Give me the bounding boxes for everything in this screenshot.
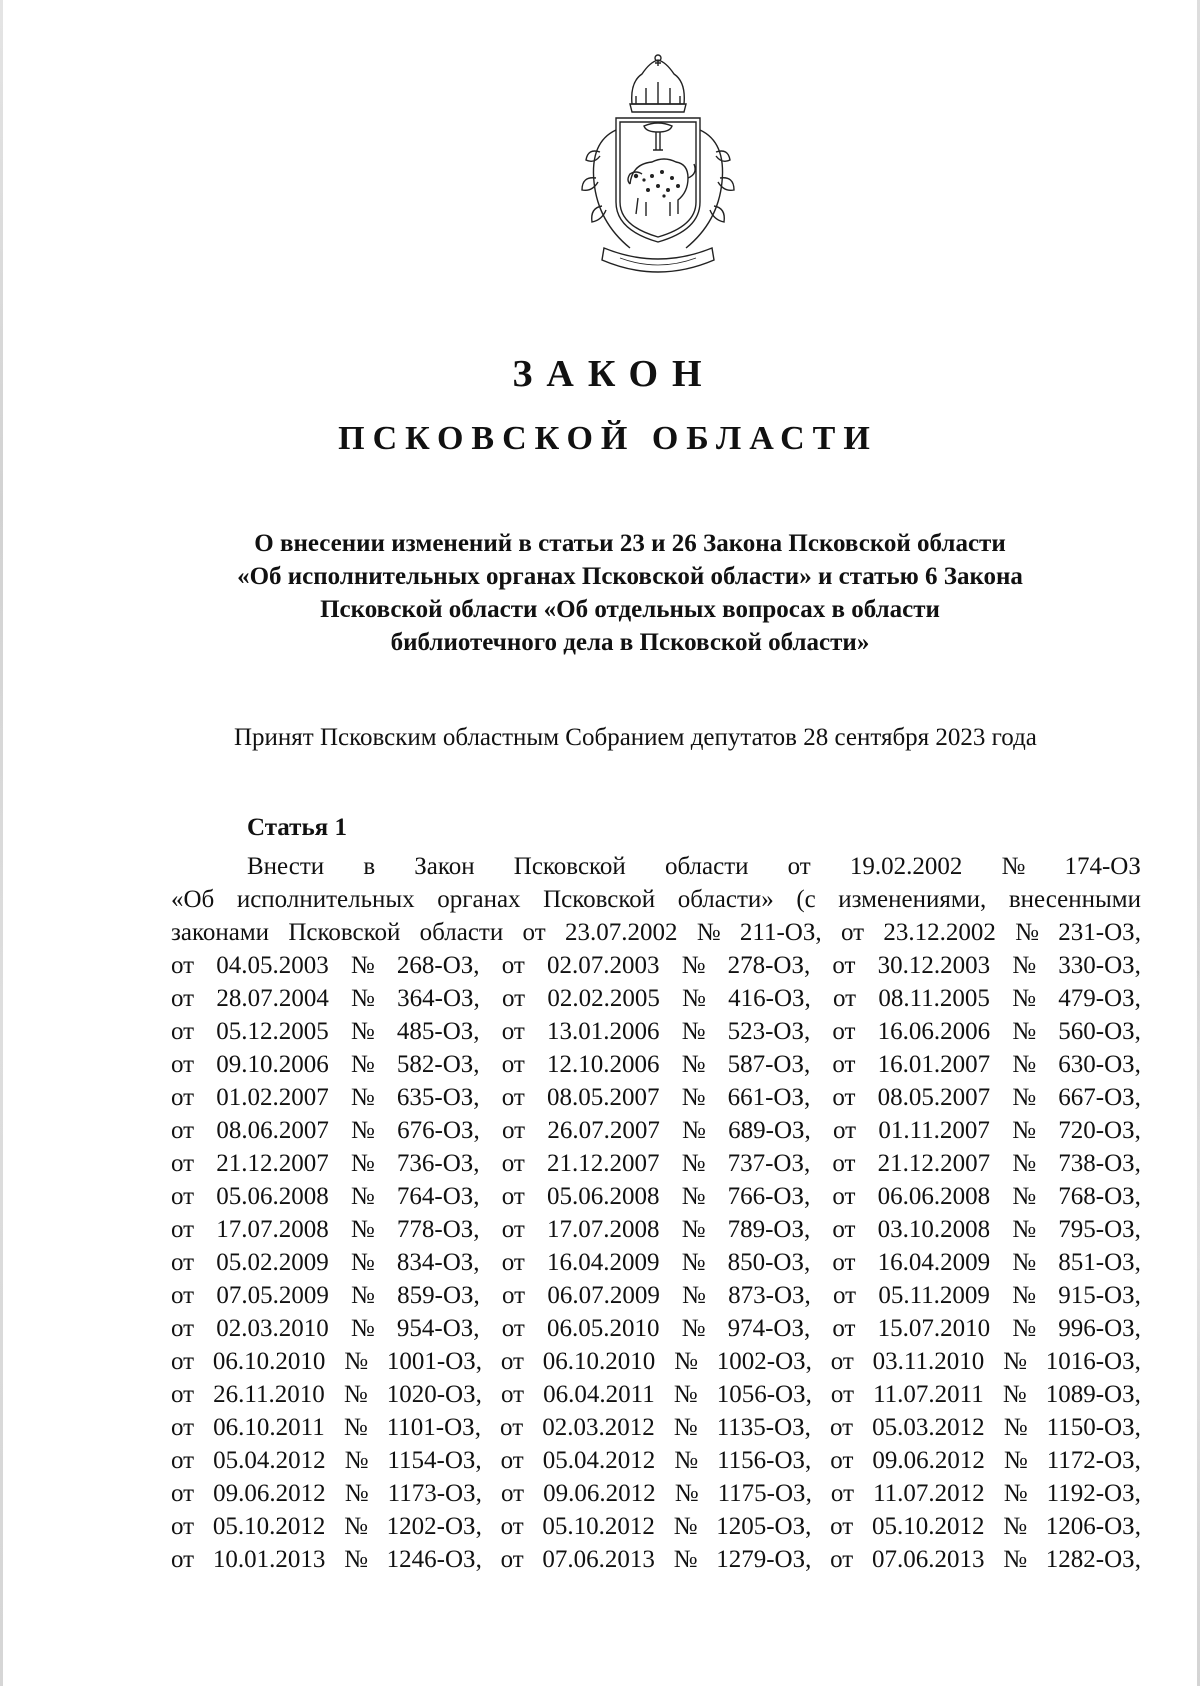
body-word: 834-ОЗ, — [396, 1249, 480, 1276]
body-word: № — [681, 1051, 706, 1078]
body-word: 21.12.2007 — [216, 1150, 329, 1177]
body-word: 01.11.2007 — [878, 1117, 990, 1144]
body-word: Псковской — [513, 853, 626, 880]
body-word: 1150-ОЗ, — [1046, 1414, 1141, 1441]
body-word: 479-ОЗ, — [1058, 985, 1141, 1012]
body-word: № — [343, 1414, 368, 1441]
article-body-line — [171, 1510, 1141, 1543]
body-word: исполнительных — [236, 886, 415, 913]
body-word: № — [1003, 1447, 1028, 1474]
body-word: 08.05.2007 — [546, 1084, 660, 1111]
body-word: 1175-ОЗ, — [717, 1480, 812, 1507]
body-word: от — [829, 1414, 854, 1441]
body-word: № — [350, 1183, 375, 1210]
body-word: 08.05.2007 — [877, 1084, 991, 1111]
body-word: № — [344, 1546, 368, 1573]
body-word: № — [1012, 1150, 1037, 1177]
body-word: от — [171, 1249, 195, 1276]
body-word: № — [1012, 1084, 1037, 1111]
body-word: от — [501, 1216, 525, 1243]
body-word: 523-ОЗ, — [727, 1018, 811, 1045]
body-word: 16.04.2009 — [546, 1249, 660, 1276]
body-word: 02.03.2012 — [542, 1414, 655, 1441]
body-word: 06.10.2010 — [212, 1348, 326, 1375]
body-word: Внести — [247, 853, 325, 880]
body-word: 16.04.2009 — [877, 1249, 991, 1276]
body-word: от — [830, 1480, 855, 1507]
body-word: 174-ОЗ — [1064, 853, 1141, 880]
body-word: 720-ОЗ, — [1058, 1117, 1141, 1144]
body-word: 21.12.2007 — [546, 1150, 660, 1177]
body-word: от — [501, 952, 525, 979]
body-word: 630-ОЗ, — [1058, 1051, 1141, 1078]
body-word: № — [350, 1051, 375, 1078]
body-word: 05.06.2008 — [546, 1183, 660, 1210]
body-word: 17.07.2008 — [216, 1216, 329, 1243]
body-word: Псковской — [543, 886, 656, 913]
body-word: № — [681, 1183, 706, 1210]
body-word: от — [500, 1414, 524, 1441]
body-word: от — [171, 1051, 195, 1078]
body-word: 661-ОЗ, — [727, 1084, 811, 1111]
body-word: № — [1003, 1348, 1027, 1375]
body-word: Псковской — [288, 919, 401, 946]
body-word: от — [171, 1315, 195, 1342]
body-word: № — [1015, 919, 1039, 946]
body-word: 06.10.2010 — [542, 1348, 656, 1375]
body-word: № — [344, 1348, 369, 1375]
body-word: 1156-ОЗ, — [717, 1447, 812, 1474]
body-word: № — [1012, 1051, 1037, 1078]
article-body-line — [171, 1312, 1141, 1345]
body-word: от — [830, 1447, 854, 1474]
law-subject — [200, 527, 1060, 659]
article-body-line — [171, 1147, 1141, 1180]
body-word: 582-ОЗ, — [396, 1051, 480, 1078]
body-word: № — [1012, 1117, 1036, 1144]
body-word: 1192-ОЗ, — [1046, 1480, 1141, 1507]
body-word: от — [830, 1513, 854, 1540]
body-word: № — [682, 985, 706, 1012]
body-word: 1020-ОЗ, — [386, 1381, 482, 1408]
body-word: 09.06.2012 — [872, 1447, 985, 1474]
body-word: 1089-ОЗ, — [1045, 1381, 1141, 1408]
body-word: от — [832, 1183, 856, 1210]
body-word: от — [501, 1150, 525, 1177]
subject-line: «Об исполнительных органах Псковской области» и статью 6 Закона — [237, 563, 1023, 590]
body-word: от — [501, 1018, 525, 1045]
body-word: 231-ОЗ, — [1058, 919, 1141, 946]
body-word: 05.06.2008 — [216, 1183, 329, 1210]
body-word: № — [681, 1084, 706, 1111]
body-word: от — [502, 1117, 526, 1144]
body-word: 1101-ОЗ, — [386, 1414, 481, 1441]
article-body-line — [171, 916, 1141, 949]
body-word: 02.07.2003 — [546, 952, 660, 979]
body-word: № — [681, 1249, 706, 1276]
body-word: № — [1012, 952, 1037, 979]
body-word: № — [1003, 1513, 1028, 1540]
body-word: от — [832, 1018, 856, 1045]
body-word: 02.02.2005 — [547, 985, 660, 1012]
body-word: от — [832, 1051, 856, 1078]
article-body-line — [171, 1048, 1141, 1081]
body-word: 05.11.2009 — [878, 1282, 990, 1309]
body-word: № — [1002, 1381, 1027, 1408]
body-word: № — [1012, 1216, 1037, 1243]
body-word: от — [501, 1249, 525, 1276]
body-word: 778-ОЗ, — [396, 1216, 480, 1243]
article-body-line — [171, 1213, 1141, 1246]
body-word: 587-ОЗ, — [727, 1051, 811, 1078]
body-word: от — [171, 1480, 195, 1507]
body-word: от — [171, 1018, 195, 1045]
body-word: от — [500, 1447, 524, 1474]
body-word: 736-ОЗ, — [396, 1150, 480, 1177]
body-word: № — [681, 1150, 706, 1177]
article-body-line — [171, 949, 1141, 982]
body-word: 05.10.2012 — [212, 1513, 326, 1540]
body-word: № — [674, 1447, 699, 1474]
body-word: 16.06.2006 — [877, 1018, 991, 1045]
body-word: от — [171, 1183, 195, 1210]
body-word: от — [171, 952, 195, 979]
body-word: № — [674, 1480, 699, 1507]
article-body-line — [171, 1345, 1141, 1378]
body-word: 416-ОЗ, — [728, 985, 811, 1012]
body-word: 08.11.2005 — [878, 985, 990, 1012]
body-word: от — [171, 1084, 195, 1111]
body-word: 02.03.2010 — [216, 1315, 329, 1342]
body-word: «Об — [171, 886, 215, 913]
body-word: 560-ОЗ, — [1058, 1018, 1141, 1045]
body-word: № — [673, 1513, 698, 1540]
body-word: 873-ОЗ, — [728, 1282, 811, 1309]
article-body-line — [171, 1180, 1141, 1213]
body-word: 11.07.2011 — [873, 1381, 984, 1408]
body-word: от — [833, 985, 857, 1012]
body-word: № — [1003, 1480, 1028, 1507]
body-word: 764-ОЗ, — [396, 1183, 480, 1210]
body-word: № — [350, 1315, 375, 1342]
body-word: № — [1001, 853, 1026, 880]
body-word: 738-ОЗ, — [1058, 1150, 1141, 1177]
body-word: 330-ОЗ, — [1058, 952, 1141, 979]
body-word: № — [681, 1018, 706, 1045]
body-word: от — [522, 919, 546, 946]
body-word: № — [350, 1249, 375, 1276]
body-word: 13.01.2006 — [546, 1018, 660, 1045]
body-word: от — [832, 1216, 856, 1243]
body-word: от — [500, 1546, 524, 1573]
body-word: от — [171, 1513, 195, 1540]
body-word: 23.07.2002 — [564, 919, 678, 946]
body-word: 789-ОЗ, — [727, 1216, 811, 1243]
body-word: № — [344, 1513, 368, 1540]
body-word: № — [350, 1084, 375, 1111]
body-word: 485-ОЗ, — [396, 1018, 480, 1045]
subject-line: библиотечного дела в Псковской области» — [390, 629, 870, 656]
body-word: № — [1012, 1183, 1037, 1210]
article-body-line — [171, 1279, 1141, 1312]
body-word: 06.04.2011 — [543, 1381, 655, 1408]
body-word: от — [500, 1381, 525, 1408]
body-word: 05.10.2012 — [871, 1513, 985, 1540]
body-word: № — [673, 1414, 698, 1441]
body-word: от — [787, 853, 811, 880]
article-body-line — [171, 1543, 1141, 1576]
body-word: 26.11.2010 — [213, 1381, 325, 1408]
body-word: № — [681, 1315, 706, 1342]
body-word: № — [343, 1381, 368, 1408]
body-word: 05.12.2005 — [216, 1018, 329, 1045]
region-heading: ПСКОВСКОЙ ОБЛАСТИ — [338, 420, 878, 457]
body-word: № — [350, 1018, 375, 1045]
body-word: от — [501, 1183, 525, 1210]
body-word: 1202-ОЗ, — [386, 1513, 482, 1540]
article-body — [171, 850, 1141, 1576]
body-word: 1206-ОЗ, — [1045, 1513, 1141, 1540]
body-word: 04.05.2003 — [216, 952, 329, 979]
body-word: от — [171, 1381, 195, 1408]
body-word: от — [502, 985, 526, 1012]
body-word: 07.06.2013 — [542, 1546, 655, 1573]
body-word: № — [681, 1216, 706, 1243]
article-body-line — [171, 1444, 1141, 1477]
coat-of-arms-emblem — [560, 52, 756, 292]
body-word: 1246-ОЗ, — [386, 1546, 482, 1573]
body-word: органах — [437, 886, 521, 913]
body-word: 28.07.2004 — [216, 985, 329, 1012]
body-word: 05.10.2012 — [542, 1513, 655, 1540]
body-word: 07.05.2009 — [216, 1282, 329, 1309]
body-word: 06.10.2011 — [213, 1414, 325, 1441]
body-word: 09.10.2006 — [216, 1051, 329, 1078]
article-body-line — [171, 1114, 1141, 1147]
body-word: от — [171, 1414, 195, 1441]
body-word: от — [840, 919, 865, 946]
body-word: от — [501, 1051, 525, 1078]
body-word: от — [500, 1513, 524, 1540]
body-word: № — [1012, 1282, 1036, 1309]
body-word: 16.01.2007 — [877, 1051, 991, 1078]
adoption-statement: Принят Псковским областным Собранием депутатов 28 сентября 2023 года — [234, 724, 1037, 751]
body-word: № — [1012, 1315, 1037, 1342]
body-word: № — [1003, 1414, 1028, 1441]
article-body-line — [171, 1378, 1141, 1411]
body-word: 974-ОЗ, — [727, 1315, 811, 1342]
body-word: 689-ОЗ, — [728, 1117, 811, 1144]
body-word: области — [664, 853, 749, 880]
body-word: 768-ОЗ, — [1058, 1183, 1141, 1210]
body-word: от — [830, 1381, 855, 1408]
body-word: 05.04.2012 — [213, 1447, 326, 1474]
body-word: 05.02.2009 — [216, 1249, 329, 1276]
body-word: внесенными — [1008, 886, 1141, 913]
body-word: от — [830, 1348, 854, 1375]
body-word: 09.06.2012 — [543, 1480, 656, 1507]
body-word: 26.07.2007 — [547, 1117, 660, 1144]
body-word: 1154-ОЗ, — [387, 1447, 482, 1474]
body-word: 954-ОЗ, — [396, 1315, 480, 1342]
body-word: № — [351, 1282, 375, 1309]
body-word: № — [1003, 1546, 1028, 1573]
body-word: 05.03.2012 — [872, 1414, 985, 1441]
body-word: от — [830, 1546, 854, 1573]
article-body-line — [171, 850, 1141, 883]
body-word: 635-ОЗ, — [396, 1084, 480, 1111]
body-word: 211-ОЗ, — [739, 919, 822, 946]
body-word: № — [351, 1117, 375, 1144]
body-word: 03.11.2010 — [872, 1348, 985, 1375]
body-word: № — [1012, 1249, 1037, 1276]
body-word: 1205-ОЗ, — [716, 1513, 812, 1540]
body-word: от — [171, 1282, 195, 1309]
body-word: 06.05.2010 — [546, 1315, 660, 1342]
body-word: 1173-ОЗ, — [387, 1480, 482, 1507]
body-word: 915-ОЗ, — [1058, 1282, 1141, 1309]
body-word: № — [344, 1480, 369, 1507]
article-body-line — [171, 1015, 1141, 1048]
body-word: 15.07.2010 — [877, 1315, 991, 1342]
body-word: 06.06.2008 — [877, 1183, 991, 1210]
body-word: № — [1012, 985, 1036, 1012]
body-word: законами — [171, 919, 270, 946]
body-word: 05.04.2012 — [542, 1447, 656, 1474]
body-word: 06.07.2009 — [547, 1282, 660, 1309]
body-word: 996-ОЗ, — [1058, 1315, 1141, 1342]
body-word: 667-ОЗ, — [1058, 1084, 1141, 1111]
body-word: от — [832, 1249, 856, 1276]
body-word: 08.06.2007 — [216, 1117, 329, 1144]
article-body-line — [171, 982, 1141, 1015]
body-word: от — [171, 1546, 195, 1573]
body-word: 1282-ОЗ, — [1045, 1546, 1141, 1573]
subject-line: О внесении изменений в статьи 23 и 26 Закона Псковской области — [254, 530, 1006, 557]
body-word: от — [501, 1084, 525, 1111]
body-word: области» — [677, 886, 774, 913]
body-word: № — [682, 1117, 706, 1144]
body-word: от — [833, 1117, 857, 1144]
body-word: 268-ОЗ, — [396, 952, 480, 979]
body-word: 30.12.2003 — [877, 952, 991, 979]
article-title: Статья 1 — [247, 814, 347, 841]
body-word: 850-ОЗ, — [727, 1249, 811, 1276]
body-word: 851-ОЗ, — [1058, 1249, 1141, 1276]
body-word: области — [419, 919, 504, 946]
body-word: 11.07.2012 — [873, 1480, 985, 1507]
body-word: от — [171, 1348, 195, 1375]
body-word: от — [171, 1150, 195, 1177]
body-word: 03.10.2008 — [877, 1216, 991, 1243]
body-word: Закон — [414, 853, 475, 880]
body-word: № — [350, 1216, 375, 1243]
body-word: от — [500, 1480, 525, 1507]
subject-line: Псковской области «Об отдельных вопросах в области — [320, 596, 940, 623]
body-word: от — [833, 1282, 857, 1309]
body-word: 766-ОЗ, — [727, 1183, 811, 1210]
article-body-line — [171, 1411, 1141, 1444]
body-word: № — [696, 919, 721, 946]
body-word: 1016-ОЗ, — [1045, 1348, 1141, 1375]
body-word: 21.12.2007 — [877, 1150, 991, 1177]
body-word: от — [171, 1117, 195, 1144]
body-word: 19.02.2002 — [849, 853, 963, 880]
body-word: № — [351, 985, 375, 1012]
body-word: № — [682, 1282, 706, 1309]
body-word: 795-ОЗ, — [1058, 1216, 1141, 1243]
body-word: от — [832, 1315, 856, 1342]
body-word: 1279-ОЗ, — [716, 1546, 812, 1573]
body-word: 12.10.2006 — [546, 1051, 660, 1078]
article-body-line — [171, 1477, 1141, 1510]
body-word: от — [500, 1348, 524, 1375]
body-word: 676-ОЗ, — [397, 1117, 480, 1144]
body-word: № — [1012, 1018, 1037, 1045]
body-word: 10.01.2013 — [212, 1546, 326, 1573]
body-word: 1056-ОЗ, — [716, 1381, 812, 1408]
body-word: от — [832, 1150, 856, 1177]
body-word: 364-ОЗ, — [397, 985, 480, 1012]
body-word: от — [501, 1315, 525, 1342]
body-word: 23.12.2002 — [883, 919, 996, 946]
scan-edge-left — [0, 0, 3, 1686]
body-word: 1002-ОЗ, — [716, 1348, 812, 1375]
body-word: 1135-ОЗ, — [716, 1414, 811, 1441]
body-word: от — [502, 1282, 526, 1309]
article-body-line — [171, 883, 1141, 916]
body-word: № — [674, 1348, 698, 1375]
law-heading: ЗАКОН — [512, 353, 716, 395]
body-word: 278-ОЗ, — [727, 952, 811, 979]
body-word: 1001-ОЗ, — [386, 1348, 483, 1375]
body-word: 17.07.2008 — [546, 1216, 660, 1243]
body-word: от — [171, 985, 195, 1012]
body-word: № — [350, 1150, 375, 1177]
body-word: в — [363, 853, 376, 880]
body-word: 1172-ОЗ, — [1046, 1447, 1141, 1474]
body-word: № — [350, 952, 375, 979]
body-word: от — [171, 1447, 195, 1474]
article-body-line — [171, 1246, 1141, 1279]
body-word: изменениями, — [838, 886, 987, 913]
body-word: № — [673, 1546, 698, 1573]
body-word: от — [171, 1216, 195, 1243]
body-word: 859-ОЗ, — [397, 1282, 480, 1309]
body-word: 01.02.2007 — [216, 1084, 329, 1111]
body-word: от — [832, 1084, 856, 1111]
body-word: от — [832, 952, 856, 979]
body-word: № — [673, 1381, 698, 1408]
body-word: № — [344, 1447, 369, 1474]
body-word: 09.06.2012 — [213, 1480, 326, 1507]
body-word: № — [681, 952, 706, 979]
article-body-line — [171, 1081, 1141, 1114]
body-word: 737-ОЗ, — [727, 1150, 811, 1177]
body-word: (с — [796, 886, 816, 913]
body-word: 07.06.2013 — [871, 1546, 985, 1573]
